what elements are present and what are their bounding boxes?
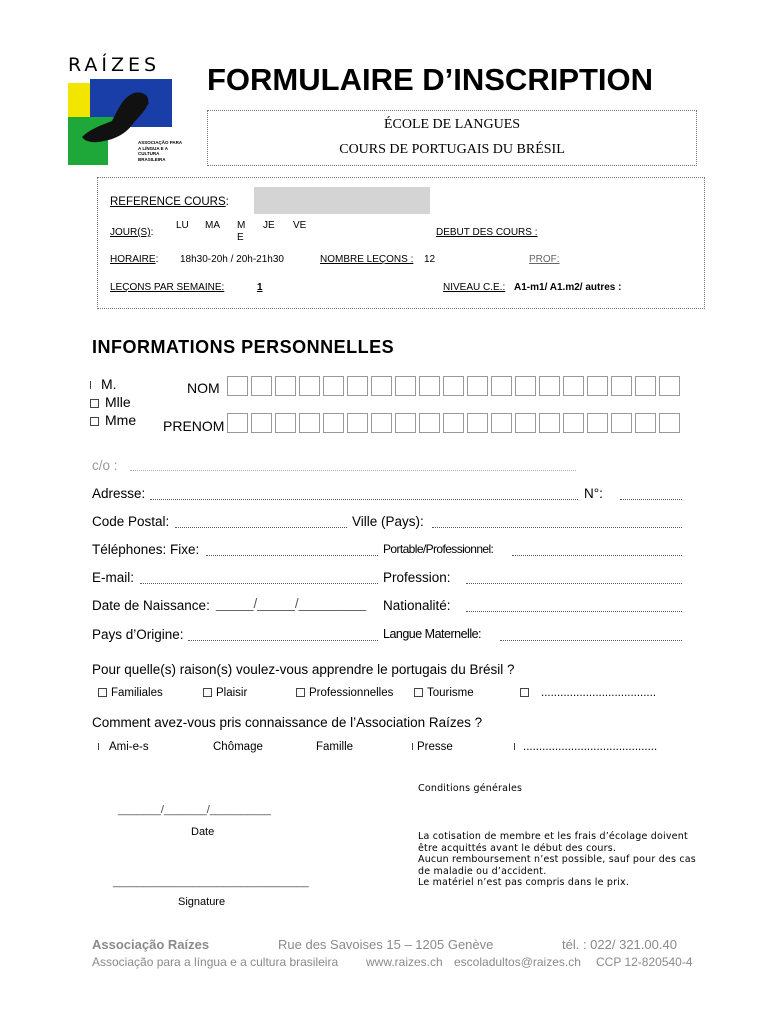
letter-box[interactable]: [635, 376, 656, 396]
nationalite-field[interactable]: [466, 611, 682, 612]
letter-box[interactable]: [275, 376, 296, 396]
letter-box[interactable]: [611, 413, 632, 433]
footer-address: Rue des Savoises 15 – 1205 Genève: [278, 937, 494, 952]
letter-box[interactable]: [227, 413, 248, 433]
horaire-label: HORAIRE:: [110, 254, 159, 265]
letter-box[interactable]: [419, 413, 440, 433]
letter-box[interactable]: [347, 413, 368, 433]
letter-box[interactable]: [275, 413, 296, 433]
checkbox-icon: [90, 417, 99, 426]
letter-box[interactable]: [227, 376, 248, 396]
checkbox-icon: [414, 688, 423, 697]
letter-box[interactable]: [299, 376, 320, 396]
letter-box[interactable]: [347, 376, 368, 396]
logo-tagline: ASSOCIAÇÃO PARA A LÍNGUA E A CULTURA BRASILEIRA: [138, 140, 183, 162]
letter-box[interactable]: [539, 376, 560, 396]
conditions-title: Conditions générales: [418, 783, 523, 794]
letter-box[interactable]: [491, 376, 512, 396]
date-label: Date: [191, 826, 215, 838]
checkbox-icon: [296, 688, 305, 697]
tel-fixe-label: Téléphones: Fixe:: [92, 542, 200, 557]
source-question: Comment avez-vous pris connaissance de l’Association Raízes ?: [92, 715, 483, 730]
lecons-semaine-label: LEÇONS PAR SEMAINE:: [110, 282, 225, 293]
checkbox-icon: [98, 688, 107, 697]
letter-box[interactable]: [323, 376, 344, 396]
numero-label: N°:: [584, 486, 603, 501]
profession-field[interactable]: [466, 583, 682, 584]
ville-field[interactable]: [432, 527, 682, 528]
letter-box[interactable]: [395, 376, 416, 396]
co-label: c/o :: [92, 458, 118, 473]
letter-box[interactable]: [659, 376, 680, 396]
civilite-m[interactable]: M.: [90, 376, 117, 392]
debut-label: DEBUT DES COURS :: [436, 227, 538, 238]
niveau-label: NIVEAU C.E.:: [443, 282, 506, 293]
footer-web[interactable]: www.raizes.ch: [366, 955, 443, 969]
code-postal-label: Code Postal:: [92, 514, 170, 529]
reference-label: REFERENCE COURS:: [110, 196, 229, 208]
footer-tel: tél. : 022/ 321.00.40: [562, 937, 677, 952]
profession-label: Profession:: [383, 570, 451, 585]
reference-field[interactable]: [254, 187, 430, 214]
origine-field[interactable]: [188, 640, 378, 641]
letter-box[interactable]: [443, 376, 464, 396]
letter-box[interactable]: [491, 413, 512, 433]
signature-field[interactable]: ________________________________: [113, 876, 309, 888]
nombre-lecons-value: 12: [424, 254, 436, 265]
origine-label: Pays d’Origine:: [92, 627, 184, 642]
letter-box[interactable]: [467, 376, 488, 396]
footer-org: Associação Raízes: [92, 937, 210, 952]
letter-box[interactable]: [539, 413, 560, 433]
day-me[interactable]: M E: [237, 220, 246, 243]
signature-label: Signature: [178, 896, 226, 908]
nom-label: NOM: [187, 380, 220, 396]
civilite-mme[interactable]: Mme: [90, 412, 136, 428]
logo-name: RAÍZES: [68, 54, 161, 76]
checkbox-icon: [90, 399, 99, 408]
footer-email[interactable]: escoladultos@raizes.ch: [454, 955, 581, 969]
portable-label: Portable/Professionnel:: [383, 542, 494, 556]
conditions-text: La cotisation de membre et les frais d’écolage doivent être acquittés avant le début des cours. Aucun remboursement n’est possible, sauf pour des cas de maladie ou d’accident. Le matériel n’est pas compris dans le prix.: [418, 831, 696, 888]
reason-plaisir[interactable]: Plaisir: [203, 687, 247, 699]
reason-autre[interactable]: ....................................: [520, 687, 656, 699]
day-je[interactable]: JE: [263, 220, 275, 231]
email-label: E-mail:: [92, 570, 135, 585]
reason-familiales[interactable]: Familiales: [98, 687, 163, 699]
letter-box[interactable]: [587, 376, 608, 396]
reason-professionnelles[interactable]: Professionnelles: [296, 687, 393, 699]
letter-box[interactable]: [299, 413, 320, 433]
nombre-lecons-label: NOMBRE LEÇONS :: [320, 254, 414, 265]
niveau-value: A1-m1/ A1.m2/ autres :: [514, 282, 622, 293]
nationalite-label: Nationalité:: [383, 598, 451, 613]
langue-field[interactable]: [500, 640, 682, 641]
letter-box[interactable]: [467, 413, 488, 433]
form-title: FORMULAIRE D’INSCRIPTION: [207, 62, 654, 97]
reason-tourisme[interactable]: Tourisme: [414, 687, 474, 699]
naissance-label: Date de Naissance:: [92, 598, 210, 613]
section-title: INFORMATIONS PERSONNELLES: [92, 337, 395, 357]
letter-box[interactable]: [515, 413, 536, 433]
tel-fixe-field[interactable]: [206, 555, 378, 556]
source-chomage[interactable]: Chômage: [213, 741, 263, 753]
horaire-value: 18h30-20h / 20h-21h30: [180, 254, 284, 265]
numero-field[interactable]: [620, 499, 682, 500]
letter-box[interactable]: [371, 413, 392, 433]
checkbox-icon: [520, 688, 529, 697]
letter-box[interactable]: [371, 376, 392, 396]
ville-label: Ville (Pays):: [352, 514, 424, 529]
source-famille[interactable]: Famille: [316, 741, 354, 753]
day-ma[interactable]: MA: [205, 220, 220, 231]
school-name: ÉCOLE DE LANGUES: [383, 117, 521, 132]
adresse-label: Adresse:: [92, 486, 146, 501]
nom-input[interactable]: [227, 376, 683, 396]
prenom-label: PRENOM: [163, 418, 225, 434]
letter-box[interactable]: [515, 376, 536, 396]
prof-label: PROF:: [529, 254, 560, 265]
adresse-field[interactable]: [150, 499, 578, 500]
reasons-question: Pour quelle(s) raison(s) voulez-vous apprendre le portugais du Brésil ?: [92, 662, 515, 677]
lecons-semaine-value: 1: [257, 282, 263, 293]
naissance-field[interactable]: _____/_____/_________: [216, 596, 367, 611]
checkbox-icon: [98, 743, 99, 750]
letter-box[interactable]: [419, 376, 440, 396]
co-field[interactable]: [130, 470, 576, 471]
email-field[interactable]: [140, 583, 378, 584]
letter-box[interactable]: [563, 413, 584, 433]
portable-field[interactable]: [512, 555, 682, 556]
letter-box[interactable]: [395, 413, 416, 433]
day-ve[interactable]: VE: [293, 220, 307, 231]
day-lu[interactable]: LU: [176, 220, 189, 231]
date-field[interactable]: _______/_______/__________: [118, 804, 271, 816]
code-postal-field[interactable]: [175, 527, 347, 528]
checkbox-icon: [514, 743, 515, 750]
footer-ccp: CCP 12-820540-4: [596, 955, 693, 969]
letter-box[interactable]: [587, 413, 608, 433]
footer-tagline: Associação para a língua e a cultura brasileira: [92, 955, 339, 969]
source-presse[interactable]: Presse: [412, 741, 453, 753]
letter-box[interactable]: [251, 376, 272, 396]
langue-label: Langue Maternelle:: [383, 627, 482, 641]
letter-box[interactable]: [659, 413, 680, 433]
school-box: [207, 110, 697, 166]
jours-label: JOUR(S):: [110, 227, 154, 238]
civilite-mlle[interactable]: Mlle: [90, 394, 131, 410]
source-autre[interactable]: ..........................................: [514, 741, 657, 753]
letter-box[interactable]: [323, 413, 344, 433]
prenom-input[interactable]: [227, 413, 683, 433]
source-amis[interactable]: Ami-e-s: [98, 741, 149, 753]
letter-box[interactable]: [611, 376, 632, 396]
checkbox-icon: [412, 743, 413, 750]
course-name: COURS DE PORTUGAIS DU BRÉSIL: [339, 142, 565, 157]
letter-box[interactable]: [251, 413, 272, 433]
letter-box[interactable]: [635, 413, 656, 433]
checkbox-icon: [203, 688, 212, 697]
letter-box[interactable]: [563, 376, 584, 396]
letter-box[interactable]: [443, 413, 464, 433]
